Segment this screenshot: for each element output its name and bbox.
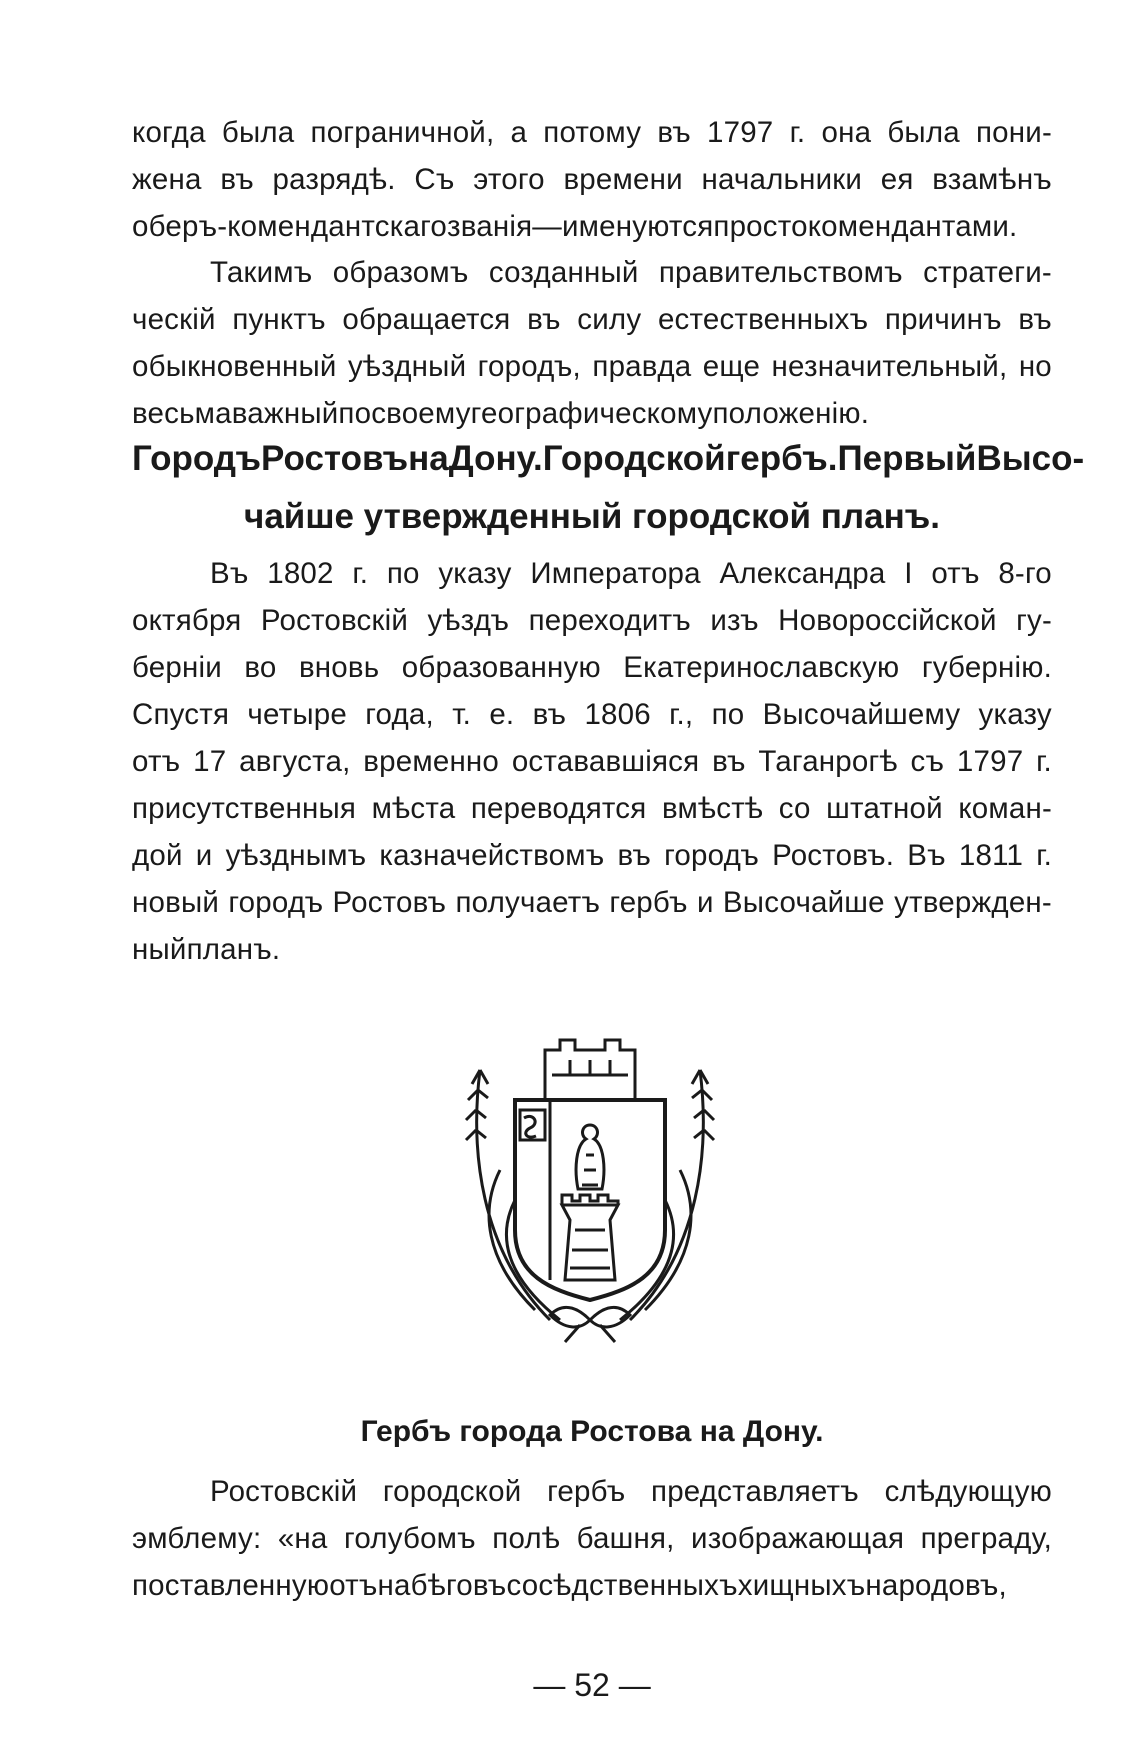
word: обыкновенный <box>132 350 337 383</box>
word: званія—именуются <box>447 210 714 243</box>
word: 17 <box>193 745 227 778</box>
word: Ростовъ. <box>772 839 895 872</box>
word: хищныхъ <box>737 1569 866 1602</box>
word: изображающая <box>691 1522 905 1555</box>
word: Въ <box>907 839 946 872</box>
word: была <box>221 116 295 149</box>
word: переходитъ <box>528 604 691 637</box>
heading-line-1 <box>132 430 1085 488</box>
word: въ <box>532 698 567 731</box>
word: стратеги- <box>923 256 1052 289</box>
word: отъ <box>931 557 980 590</box>
word: городской <box>382 1475 522 1508</box>
word: въ <box>220 163 254 196</box>
word: Ростовскій <box>210 1475 358 1508</box>
word: уѣздный <box>347 350 467 383</box>
word: вновь <box>298 651 380 684</box>
word: казначействомъ <box>379 839 605 872</box>
section-heading <box>132 430 1085 546</box>
page-number: — 52 — <box>533 1667 651 1703</box>
word: отъ <box>132 745 181 778</box>
word: получаетъ <box>455 886 601 919</box>
word: Таганрогѣ <box>758 745 898 778</box>
word: Такимъ <box>210 256 313 289</box>
word: Новороссійской <box>778 604 997 637</box>
word: планъ. <box>186 933 281 966</box>
word: но <box>1018 350 1052 383</box>
word: была <box>887 116 960 149</box>
word: отъ <box>329 1569 378 1602</box>
word: представляетъ <box>651 1475 859 1508</box>
word: переводятся <box>470 792 647 825</box>
word: пограничной, <box>310 116 495 149</box>
word: образованную <box>401 651 601 684</box>
word: а <box>510 116 528 149</box>
word: по <box>386 557 420 590</box>
word: незначительный, <box>771 350 1008 383</box>
word: губернію. <box>921 651 1052 684</box>
word: преграду, <box>920 1522 1052 1555</box>
word: городъ, <box>477 350 581 383</box>
heading-word: Дону. <box>448 439 543 478</box>
word: указу <box>438 557 512 590</box>
word: пони- <box>976 116 1052 149</box>
word: башня, <box>576 1522 675 1555</box>
word: естественныхъ <box>657 303 869 336</box>
word: Высочайшему <box>762 698 961 731</box>
text-line <box>132 156 1052 203</box>
word: народовъ, <box>865 1569 1007 1602</box>
word: въ <box>712 745 746 778</box>
word: потому <box>543 116 642 149</box>
word: дой <box>132 839 183 872</box>
word: 1797 <box>706 116 774 149</box>
ribbon-bow-icon <box>550 1307 630 1327</box>
word: и <box>696 886 714 919</box>
word: времени <box>563 163 683 196</box>
word: городъ <box>664 839 760 872</box>
word: голубомъ <box>344 1522 476 1555</box>
heading-word: гербъ. <box>725 439 838 478</box>
word: слѣдующую <box>884 1475 1052 1508</box>
word: начальники <box>701 163 863 196</box>
word: новый <box>132 886 220 919</box>
word: разрядѣ. <box>272 163 396 196</box>
word: т. <box>452 698 472 731</box>
word: I <box>904 557 913 590</box>
word: утвержден- <box>894 886 1052 919</box>
word: октября <box>132 604 242 637</box>
word: городъ <box>228 886 324 919</box>
word: сосѣдственныхъ <box>506 1569 738 1602</box>
word: «на <box>277 1522 328 1555</box>
figure-caption: Гербъ города Ростова на Дону. <box>360 1415 824 1448</box>
heading-line-2: чайше утвержденный городской планъ. <box>244 497 940 536</box>
text-line <box>132 1562 1052 1609</box>
word: со <box>778 792 811 825</box>
paragraph-1 <box>132 109 1052 250</box>
word: она <box>821 116 872 149</box>
word: обращается <box>342 303 511 336</box>
word: набѣговъ <box>377 1569 507 1602</box>
text-line <box>132 926 1052 973</box>
word: положенію. <box>712 397 870 430</box>
word: берніи <box>132 651 222 684</box>
word: остававшіяся <box>511 745 700 778</box>
heading-word: Высо- <box>976 439 1085 478</box>
word: важный <box>231 397 339 430</box>
word: изъ <box>710 604 759 637</box>
paragraph-2 <box>132 249 1052 437</box>
word: весьма <box>132 397 232 430</box>
word: Съ <box>414 163 455 196</box>
word: созданный <box>488 256 639 289</box>
word: е. <box>489 698 515 731</box>
word: въ <box>527 303 561 336</box>
text-line <box>132 343 1052 390</box>
word: штатной <box>826 792 943 825</box>
word: по <box>711 698 745 731</box>
text-line <box>132 203 1052 250</box>
text-line <box>132 249 1052 296</box>
text-line <box>132 832 1052 879</box>
word: причинъ <box>884 303 1002 336</box>
word: взамѣнъ <box>932 163 1052 196</box>
word: Александра <box>719 557 886 590</box>
word: гербъ <box>609 886 688 919</box>
word: Ростовъ <box>332 886 447 919</box>
paragraph-4 <box>132 1468 1052 1609</box>
word: коман- <box>958 792 1052 825</box>
word: комендантами. <box>807 210 1018 243</box>
word: съ <box>910 745 945 778</box>
word: по <box>338 397 372 430</box>
word: въ <box>617 839 652 872</box>
text-line <box>132 1468 1052 1515</box>
word: 1802 <box>267 557 334 590</box>
word: пунктъ <box>232 303 326 336</box>
word: образомъ <box>332 256 469 289</box>
text-line <box>132 1515 1052 1562</box>
word: жена <box>132 163 202 196</box>
word: и <box>195 839 213 872</box>
word: когда <box>132 116 206 149</box>
word: силу <box>577 303 642 336</box>
word: 1797 <box>956 745 1024 778</box>
text-line <box>132 691 1052 738</box>
word: августа, <box>239 745 351 778</box>
paragraph-3 <box>132 550 1052 973</box>
word: оберъ-комендантскаго <box>132 210 447 243</box>
word: 8-го <box>998 557 1052 590</box>
word: гербъ <box>547 1475 626 1508</box>
word: указу <box>978 698 1052 731</box>
word: года, <box>365 698 434 731</box>
heading-word: Первый <box>837 439 977 478</box>
text-line <box>132 644 1052 691</box>
word: эмблему: <box>132 1522 262 1555</box>
word: временно <box>363 745 500 778</box>
word: четыре <box>247 698 347 731</box>
heading-word: Ростовъ <box>261 439 409 478</box>
word: ный <box>132 933 187 966</box>
word: еще <box>702 350 761 383</box>
word: въ <box>1018 303 1052 336</box>
word: полѣ <box>492 1522 561 1555</box>
word: уѣздъ <box>427 604 510 637</box>
word: этого <box>473 163 545 196</box>
word: во <box>244 651 277 684</box>
word: географическому <box>470 397 713 430</box>
text-line <box>132 550 1052 597</box>
word: 1811 <box>958 839 1024 872</box>
heading-word: Городъ <box>132 439 262 478</box>
word: Спустя <box>132 698 230 731</box>
word: правительствомъ <box>658 256 903 289</box>
word: г. <box>352 557 369 590</box>
word: мѣста <box>371 792 456 825</box>
text-line <box>132 597 1052 644</box>
word: Ростовскій <box>260 604 409 637</box>
word: г. <box>1036 745 1052 778</box>
word: Высочайше <box>722 886 885 919</box>
word: присутственныя <box>132 792 357 825</box>
word: въ <box>657 116 691 149</box>
word: вмѣстѣ <box>661 792 764 825</box>
word: г. <box>1036 839 1052 872</box>
word: Въ <box>210 557 249 590</box>
word: просто <box>713 210 808 243</box>
word: Императора <box>530 557 701 590</box>
word: уѣзднымъ <box>225 839 367 872</box>
text-line <box>132 738 1052 785</box>
word: 1806 <box>584 698 651 731</box>
word: поставленную <box>132 1569 330 1602</box>
word: г., <box>669 698 694 731</box>
word: г. <box>789 116 806 149</box>
word: своему <box>371 397 471 430</box>
word: ея <box>880 163 914 196</box>
text-line <box>132 879 1052 926</box>
heading-word: Городской <box>542 439 726 478</box>
word: Екатеринославскую <box>623 651 900 684</box>
text-line <box>132 785 1052 832</box>
word: правда <box>592 350 692 383</box>
coat-of-arms-illustration <box>440 1030 740 1345</box>
text-line <box>132 109 1052 156</box>
heading-word: на <box>408 439 449 478</box>
text-line <box>132 296 1052 343</box>
word: ческій <box>132 303 216 336</box>
word: гу- <box>1016 604 1052 637</box>
